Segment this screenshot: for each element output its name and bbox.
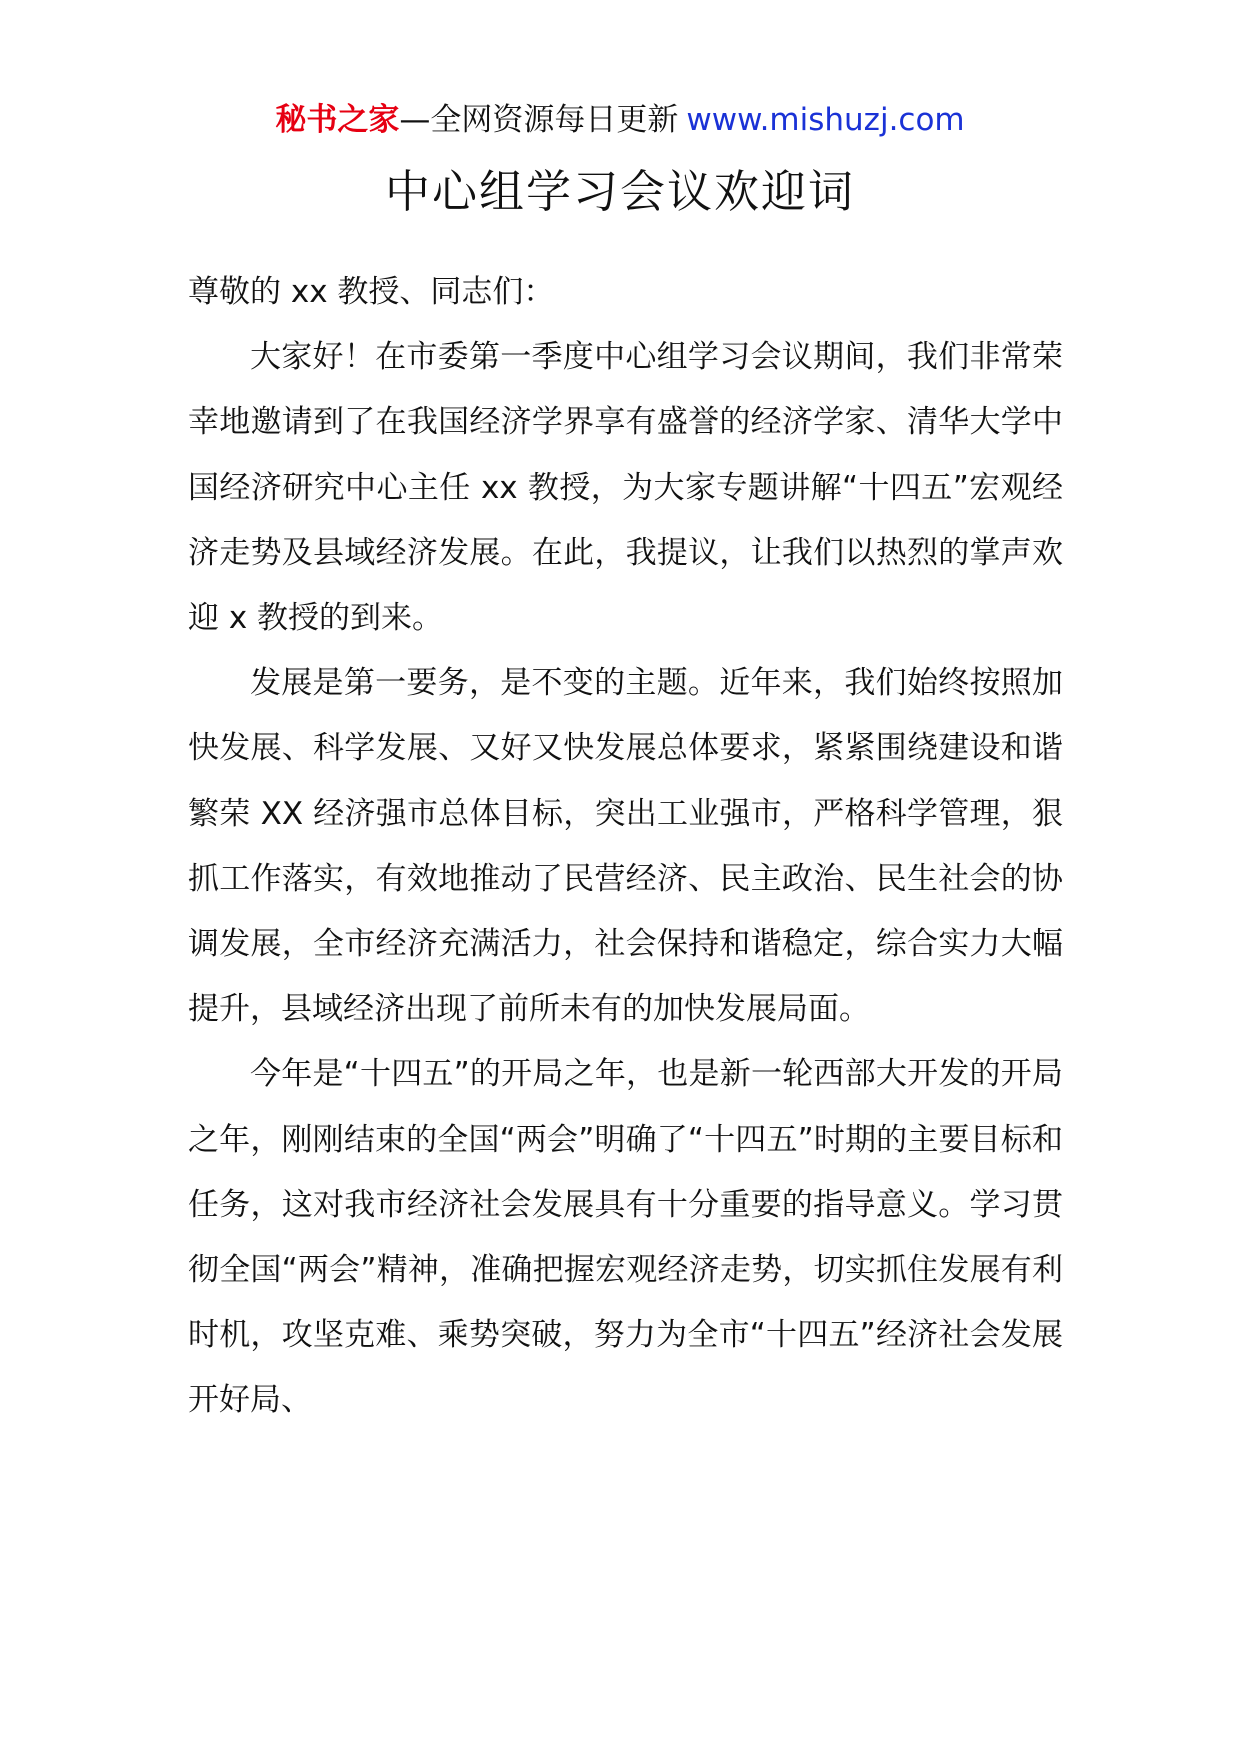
paragraph-2: 发展是第一要务，是不变的主题。近年来，我们始终按照加快发展、科学发展、又好又快发展总体要求，紧紧围绕建设和谐繁荣 XX 经济强市总体目标，突出工业强市，严格科学管理，狠抓工作落实，有效地推动了民营经济、民主政治、民生社会的协调发展，全市经济充满活力，社会保持和谐稳定，综合实力大幅提升，县域经济出现了前所未有的加快发展局面。 bbox=[188, 665, 1063, 1028]
document-title: 中心组学习会议欢迎词 bbox=[384, 165, 855, 218]
paragraph-1: 大家好！在市委第一季度中心组学习会议期间，我们非常荣幸地邀请到了在我国经济学界享有盛誉的经济学家、清华大学中国经济研究中心主任 xx 教授，为大家专题讲解“十四五”宏观经济走势及县域经济发展。在此，我提议，让我们以热烈的掌声欢迎 x 教授的到来。 bbox=[188, 339, 1063, 637]
site-url-link[interactable]: www.mishuzj.com bbox=[686, 102, 965, 138]
site-tagline: —全网资源每日更新 bbox=[399, 102, 679, 138]
document-body bbox=[188, 260, 1063, 1434]
paragraph-3: 今年是“十四五”的开局之年，也是新一轮西部大开发的开局之年，刚刚结束的全国“两会”明确了“十四五”时期的主要目标和任务，这对我市经济社会发展具有十分重要的指导意义。学习贯彻全国“两会”精神，准确把握宏观经济走势，切实抓住发展有利时机，攻坚克难、乘势突破，努力为全市“十四五”经济社会发展开好局、 bbox=[188, 1056, 1063, 1419]
salutation: 尊敬的 xx 教授、同志们： bbox=[188, 274, 555, 310]
site-brand: 秘书之家 bbox=[275, 102, 400, 138]
site-header bbox=[0, 98, 1240, 142]
